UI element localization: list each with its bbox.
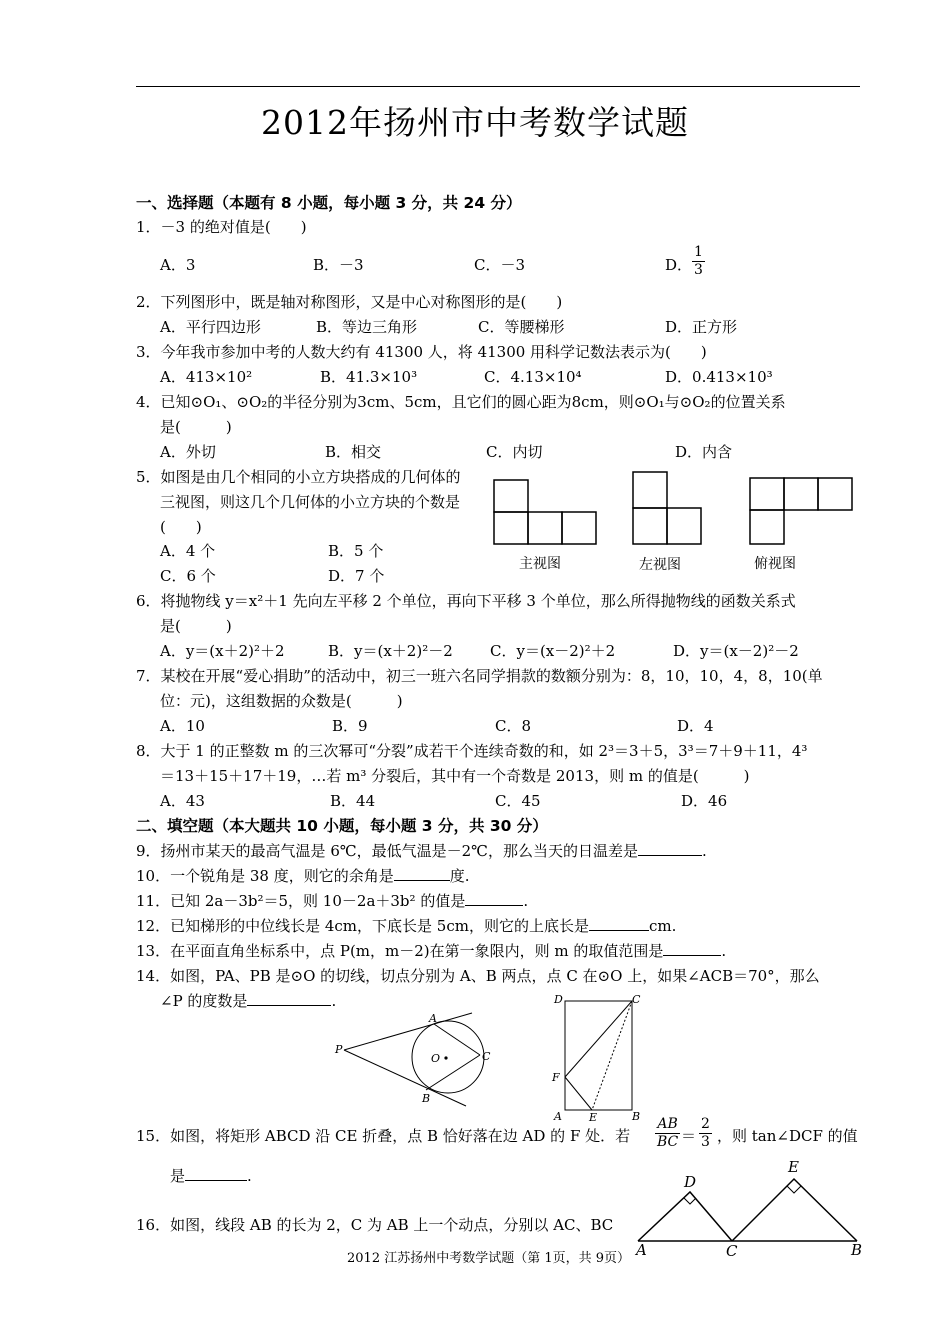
q8-option-d: D．46 [681, 792, 728, 810]
q15-equals: ＝ [681, 1127, 697, 1145]
q14-period: . [331, 992, 337, 1010]
q9-period: . [701, 842, 707, 860]
tangent-circle-figure [330, 1010, 500, 1110]
q12-suffix: cm. [648, 917, 677, 935]
label-b: B [851, 1241, 863, 1259]
label-c: C [632, 993, 641, 1006]
q1-option-d [665, 255, 692, 275]
q5-option-b: B．5 个 [328, 542, 384, 560]
q7-stem-line1: 7．某校在开展“爱心捐助”的活动中，初三一班六名同学捐款的数额分别为：8，10，10，4，8，10(单 [136, 667, 823, 685]
q11-period: . [523, 892, 529, 910]
left-view-square [633, 508, 667, 544]
chord-ac [434, 1024, 480, 1055]
q15-line2-text: 是 [170, 1167, 186, 1185]
label-f: F [552, 1071, 560, 1084]
front-view-square [528, 512, 562, 544]
segment-triangles-figure [632, 1155, 867, 1259]
rectangle-abcd [565, 1001, 632, 1110]
q10-suffix: 度. [449, 867, 470, 885]
q9-text: 9．扬州市某天的最高气温是 6℃，最低气温是－2℃，那么当天的日温差是 [136, 842, 638, 860]
label-o: O [431, 1052, 441, 1065]
q6-option-d: D．y＝(x－2)²－2 [673, 642, 799, 660]
q2-option-a: A．平行四边形 [160, 318, 261, 336]
q11 [136, 891, 528, 911]
segment-fe [565, 1077, 592, 1110]
fraction-numerator: AB [655, 1116, 680, 1134]
triangle-bce [732, 1179, 857, 1241]
page-footer: 2012 江苏扬州中考数学试题（第 1页，共 9页） [347, 1251, 631, 1266]
q15-ratio-fraction [655, 1116, 680, 1151]
section-1-heading: 一、选择题（本题有 8 小题，每小题 3 分，共 24 分） [136, 194, 522, 212]
q7-option-a: A．10 [160, 717, 205, 735]
q5-stem-line2: 三视图，则这几个几何体的小立方块的个数是 [160, 493, 461, 511]
top-view-square [750, 478, 784, 510]
q2-stem: 2．下列图形中，既是轴对称图形，又是中心对称图形的是( ) [136, 293, 563, 311]
label-b: B [632, 1110, 641, 1122]
label-c: C [482, 1050, 491, 1063]
q3-option-a: A．413×10² [160, 368, 253, 386]
right-angle-mark-e [787, 1186, 801, 1193]
q15-line1-end: ，则 tan∠DCF 的值 [717, 1127, 858, 1145]
label-a: A [429, 1012, 437, 1025]
q5-option-a: A．4 个 [160, 542, 216, 560]
label-c: C [726, 1242, 738, 1259]
q3-option-c: C．4.13×10⁴ [484, 368, 582, 386]
label-a: A [636, 1241, 647, 1259]
label-b: B [422, 1092, 431, 1105]
q10 [136, 866, 470, 886]
q10-text: 10．一个锐角是 38 度，则它的余角是 [136, 867, 394, 885]
q15-value-fraction [699, 1116, 712, 1151]
q2-option-b: B．等边三角形 [316, 318, 418, 336]
fraction-denominator: BC [657, 1134, 679, 1150]
circle-o [412, 1021, 484, 1093]
fraction-numerator: 1 [694, 244, 703, 260]
q7-option-c: C．8 [495, 717, 532, 735]
q4-option-d: D．内含 [675, 443, 733, 461]
q11-text: 11．已知 2a－3b²＝5，则 10－2a＋3b² 的值是 [136, 892, 466, 910]
q8-option-a: A．43 [160, 792, 205, 810]
fraction-denominator: 3 [701, 1134, 710, 1150]
front-view-caption: 主视图 [519, 556, 561, 572]
q15-period: . [247, 1167, 252, 1185]
front-view-square [494, 480, 528, 512]
q4-stem-line2: 是( ) [160, 418, 232, 436]
q2-option-d: D．正方形 [665, 318, 738, 336]
top-view-square [784, 478, 818, 510]
left-view-square [633, 472, 667, 508]
q14-stem-line2 [160, 991, 336, 1011]
center-point [444, 1056, 447, 1059]
q15-answer-blank[interactable] [185, 1166, 247, 1181]
label-d: D [684, 1173, 697, 1191]
q5-stem-line1: 5．如图是由几个相同的小立方块搭成的几何体的 [136, 468, 461, 486]
q6-option-b: B．y＝(x＋2)²－2 [328, 642, 453, 660]
left-view-square [667, 508, 701, 544]
top-view-caption: 俯视图 [754, 556, 796, 572]
q13-answer-blank[interactable] [663, 941, 721, 956]
q15-line1 [136, 1126, 630, 1146]
label-p: P [335, 1043, 343, 1056]
q7-stem-line2: 位：元)，这组数据的众数是( ) [160, 692, 403, 710]
q6-stem-line1: 6．将抛物线 y＝x²＋1 先向左平移 2 个单位，再向下平移 3 个单位，那么所得抛物线的函数关系式 [136, 592, 796, 610]
top-view-square [818, 478, 852, 510]
q1-option-a: A．3 [160, 256, 196, 274]
label-e: E [589, 1111, 598, 1122]
segment-cf [565, 1001, 632, 1077]
q3-option-b: B．41.3×10³ [320, 368, 418, 386]
front-view-square [562, 512, 596, 544]
q8-option-b: B．44 [330, 792, 376, 810]
q2-option-c: C．等腰梯形 [478, 318, 565, 336]
label-e: E [788, 1158, 799, 1176]
q12-answer-blank[interactable] [589, 916, 649, 931]
label-d: D [554, 993, 563, 1006]
fraction-numerator: 2 [701, 1116, 710, 1132]
q5-stem-line3: ( ) [160, 518, 202, 536]
section-2-heading: 二、填空题（本大题共 10 小题，每小题 3 分，共 30 分） [136, 817, 548, 835]
q4-stem-line1: 4．已知⊙O₁、⊙O₂的半径分别为3cm、5cm，且它们的圆心距为8cm，则⊙O₁与⊙O₂的位置关系 [136, 393, 786, 411]
q15-line2 [170, 1166, 252, 1186]
q14-answer-blank[interactable] [247, 991, 331, 1006]
left-view-caption: 左视图 [639, 557, 681, 573]
fold-line-ce [592, 1001, 632, 1110]
q16-stem: 16．如图，线段 AB 的长为 2，C 为 AB 上一个动点，分别以 AC、BC [136, 1216, 614, 1234]
q13 [136, 941, 726, 961]
q12-text: 12．已知梯形的中位线长是 4cm，下底长是 5cm，则它的上底长是 [136, 917, 589, 935]
q11-answer-blank[interactable] [465, 891, 523, 906]
q8-option-c: C．45 [495, 792, 541, 810]
q9 [136, 841, 707, 861]
q6-option-a: A．y＝(x＋2)²＋2 [160, 642, 285, 660]
q14-text: ∠P 的度数是 [160, 992, 248, 1010]
tangent-line-pb [344, 1050, 466, 1106]
top-view-square [750, 510, 784, 544]
q6-stem-line2: 是( ) [160, 617, 232, 635]
q13-period: . [721, 942, 727, 960]
q4-option-a: A．外切 [160, 443, 216, 461]
header-rule [136, 86, 860, 87]
q8-stem-line1: 8．大于 1 的正整数 m 的三次幂可“分裂”成若干个连续奇数的和，如 2³＝3＋5，3³＝7＋9＋11，4³ [136, 742, 808, 760]
rectangle-fold-figure [548, 990, 648, 1122]
q1-option-c: C．－3 [474, 256, 526, 274]
q12 [136, 916, 676, 936]
tangent-line-pa [344, 1013, 472, 1050]
right-angle-mark-d [684, 1198, 696, 1204]
q5-option-c: C．6 个 [160, 567, 216, 585]
q13-text: 13．在平面直角坐标系中，点 P(m，m－2)在第一象限内，则 m 的取值范围是 [136, 942, 664, 960]
q1-option-d-fraction [692, 244, 705, 279]
fraction-denominator: 3 [694, 262, 703, 278]
q14-stem-line1: 14．如图，PA、PB 是⊙O 的切线，切点分别为 A、B 两点，点 C 在⊙O 上，如果∠ACB＝70°，那么 [136, 967, 820, 985]
q5-option-d: D．7 个 [328, 567, 385, 585]
q10-answer-blank[interactable] [394, 866, 450, 881]
q3-option-d: D．0.413×10³ [665, 368, 773, 386]
q6-option-c: C．y＝(x－2)²＋2 [490, 642, 616, 660]
q1-option-b: B．－3 [313, 256, 364, 274]
q8-stem-line2: ＝13＋15＋17＋19，…若 m³ 分裂后，其中有一个奇数是 2013，则 m 的值是( ) [160, 767, 750, 785]
q7-option-d: D．4 [677, 717, 714, 735]
q1-stem: 1．－3 的绝对值是( ) [136, 218, 307, 236]
q4-option-c: C．内切 [486, 443, 543, 461]
q4-option-b: B．相交 [325, 443, 382, 461]
q3-stem: 3．今年我市参加中考的人数大约有 41300 人，将 41300 用科学记数法表示为( ) [136, 343, 707, 361]
three-views-figure [488, 468, 858, 576]
page-title: 2012年扬州市中考数学试题 [261, 103, 689, 142]
q1-option-d-label: D． [665, 256, 693, 274]
q15-text: 15．如图，将矩形 ABCD 沿 CE 折叠，点 B 恰好落在边 AD 的 F 处．若 [136, 1127, 631, 1145]
front-view-square [494, 512, 528, 544]
q7-option-b: B．9 [332, 717, 368, 735]
label-a: A [554, 1110, 562, 1122]
q9-answer-blank[interactable] [638, 841, 702, 856]
